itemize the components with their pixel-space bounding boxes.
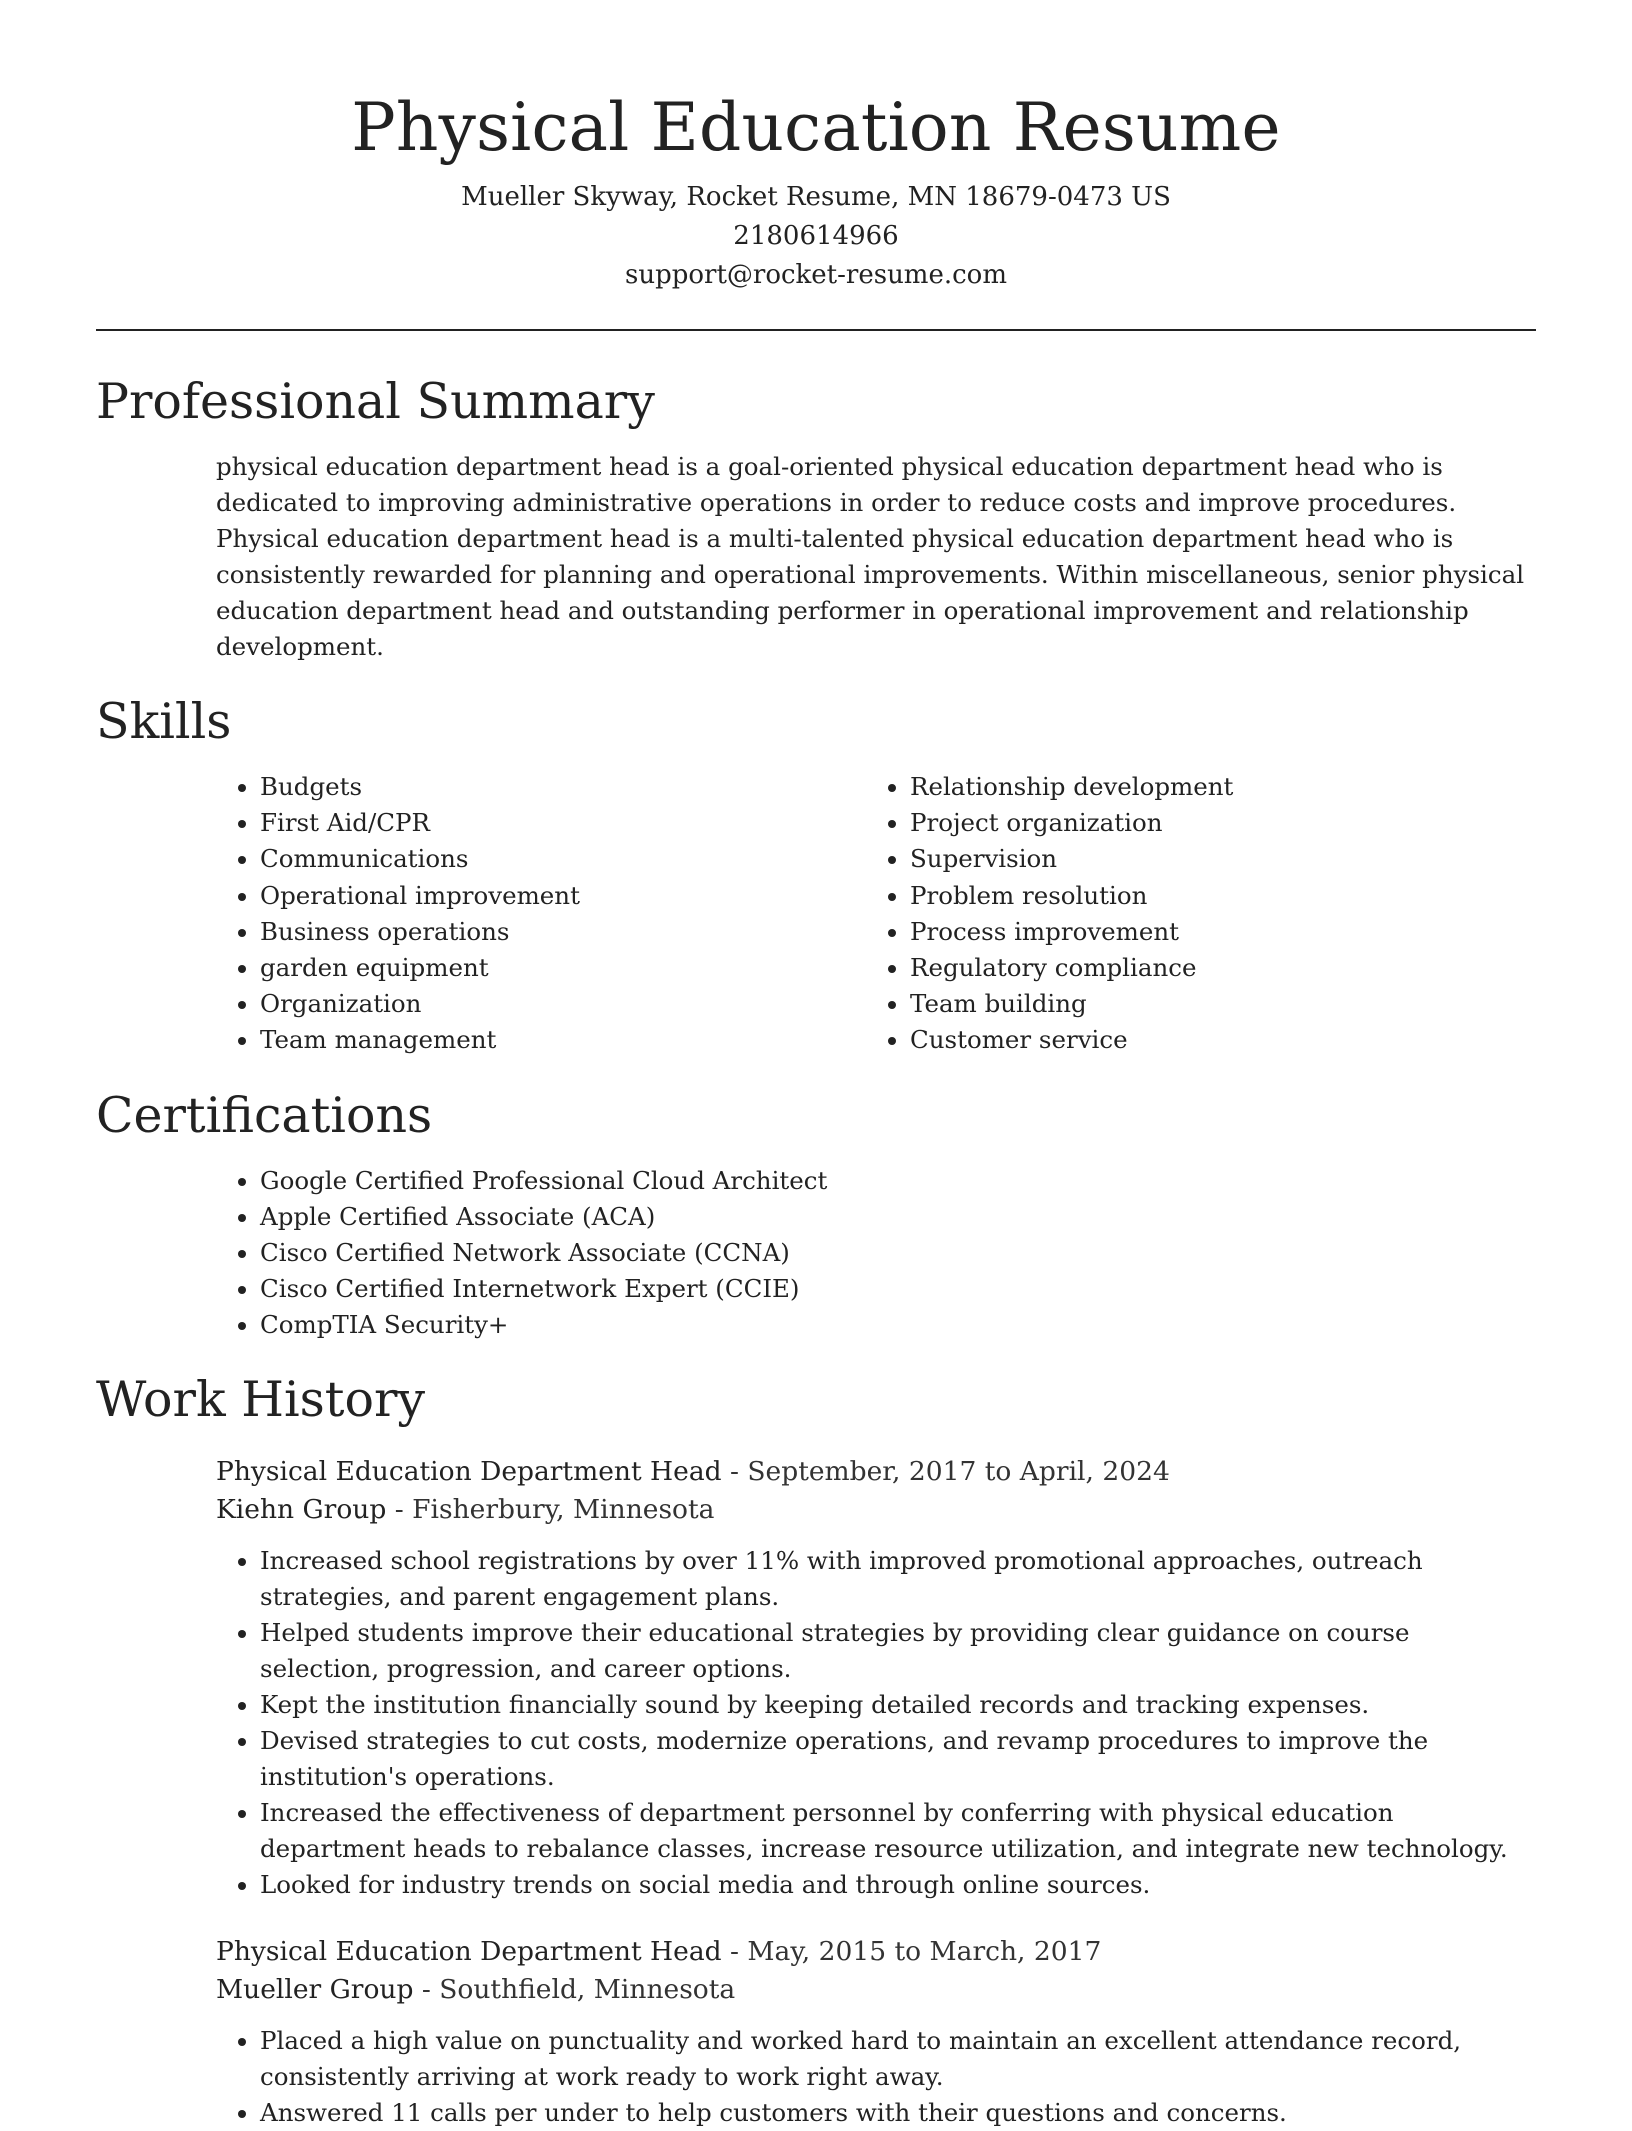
skill-item: • Budgets [260, 769, 866, 805]
certification-item: • Apple Certified Associate (ACA) [260, 1199, 1536, 1235]
certification-item: • Google Certified Professional Cloud Architect [260, 1163, 1536, 1199]
job-entry [216, 1933, 1536, 2131]
contact-address: Mueller Skyway, Rocket Resume, MN 18679-0473 US [461, 182, 1171, 212]
contact-phone: 2180614966 [733, 221, 899, 251]
skill-item: • Process improvement [910, 914, 1510, 950]
work-history-heading: Work History [96, 1370, 426, 1428]
certification-item: • CompTIA Security+ [260, 1307, 1536, 1343]
skill-item: • Team management [260, 1022, 866, 1058]
skill-item: • Operational improvement [260, 878, 866, 914]
certification-item: • Cisco Certified Internetwork Expert (CCIE) [260, 1271, 1536, 1307]
certifications-list [216, 1163, 1536, 1343]
skill-item: • First Aid/CPR [260, 805, 866, 841]
skill-item: • Business operations [260, 914, 866, 950]
job-company: Mueller Group [216, 1973, 414, 2005]
contact-email: support@rocket-resume.com [624, 260, 1007, 290]
job-bullet: • Placed a high value on punctuality and worked hard to maintain an excellent attendance record, consistently arriving at work ready to work right away. [260, 2023, 1536, 2095]
job-company: Kiehn Group [216, 1493, 387, 1525]
skill-item: • Communications [260, 841, 866, 877]
job-dates: - September, 2017 to April, 2024 [721, 1455, 1170, 1487]
contact-block [96, 178, 1536, 295]
resume-page [96, 0, 1536, 2131]
summary-text: physical education department head is a goal-oriented physical education department head who is dedicated to improving administrative operations in order to reduce costs and improve procedures. Physical education department head is a multi-talented physical education department head who is consistently rewarded for planning and operational improvements. Within miscellaneous, senior physical education department head and outstanding performer in operational improvement and relationship development. [216, 452, 1525, 661]
skill-item: • Regulatory compliance [910, 950, 1510, 986]
job-title-line [216, 1453, 1536, 1491]
job-bullet: • Increased school registrations by over 11% with improved promotional approaches, outreach strategies, and parent engagement plans. [260, 1543, 1536, 1615]
job-entry [216, 1453, 1536, 1903]
skill-item: • Supervision [910, 841, 1510, 877]
skills-column-1 [216, 769, 866, 1059]
skill-item: • Organization [260, 986, 866, 1022]
skills-list [216, 769, 1536, 1059]
job-dates: - May, 2015 to March, 2017 [721, 1935, 1102, 1967]
skill-item: • Problem resolution [910, 878, 1510, 914]
skills-heading: Skills [96, 693, 232, 750]
skill-item: • Customer service [910, 1022, 1510, 1058]
skills-column-2 [866, 769, 1510, 1059]
skill-item: • Relationship development [910, 769, 1510, 805]
skill-item: • Team building [910, 986, 1510, 1022]
job-bullet: • Helped students improve their educational strategies by providing clear guidance on course selection, progression, and career options. [260, 1615, 1536, 1687]
job-bullet: • Looked for industry trends on social media and through online sources. [260, 1867, 1536, 1903]
job-bullet: • Devised strategies to cut costs, modernize operations, and revamp procedures to improve the institution's operations. [260, 1723, 1536, 1795]
skill-item: • Project organization [910, 805, 1510, 841]
job-title-line [216, 1933, 1536, 1971]
job-location: - Fisherbury, Minnesota [386, 1493, 715, 1525]
job-location: - Southfield, Minnesota [413, 1973, 736, 2005]
job-bullet: • Kept the institution financially sound by keeping detailed records and tracking expenses. [260, 1687, 1536, 1723]
job-bullet: • Increased the effectiveness of department personnel by conferring with physical education department heads to rebalance classes, increase resource utilization, and integrate new technology. [260, 1795, 1536, 1867]
header-divider [96, 329, 1536, 331]
job-title: Physical Education Department Head [216, 1455, 722, 1487]
resume-title: Physical Education Resume [351, 89, 1281, 166]
job-company-line [216, 1971, 1536, 2009]
job-company-line [216, 1491, 1536, 1529]
skill-item: • garden equipment [260, 950, 866, 986]
certifications-heading: Certifications [96, 1086, 433, 1144]
job-bullets [216, 2023, 1536, 2131]
job-title: Physical Education Department Head [216, 1935, 722, 1967]
summary-heading: Professional Summary [96, 373, 655, 430]
job-bullets [216, 1543, 1536, 1903]
certification-item: • Cisco Certified Network Associate (CCNA) [260, 1235, 1536, 1271]
job-bullet: • Answered 11 calls per under to help customers with their questions and concerns. [260, 2095, 1536, 2131]
